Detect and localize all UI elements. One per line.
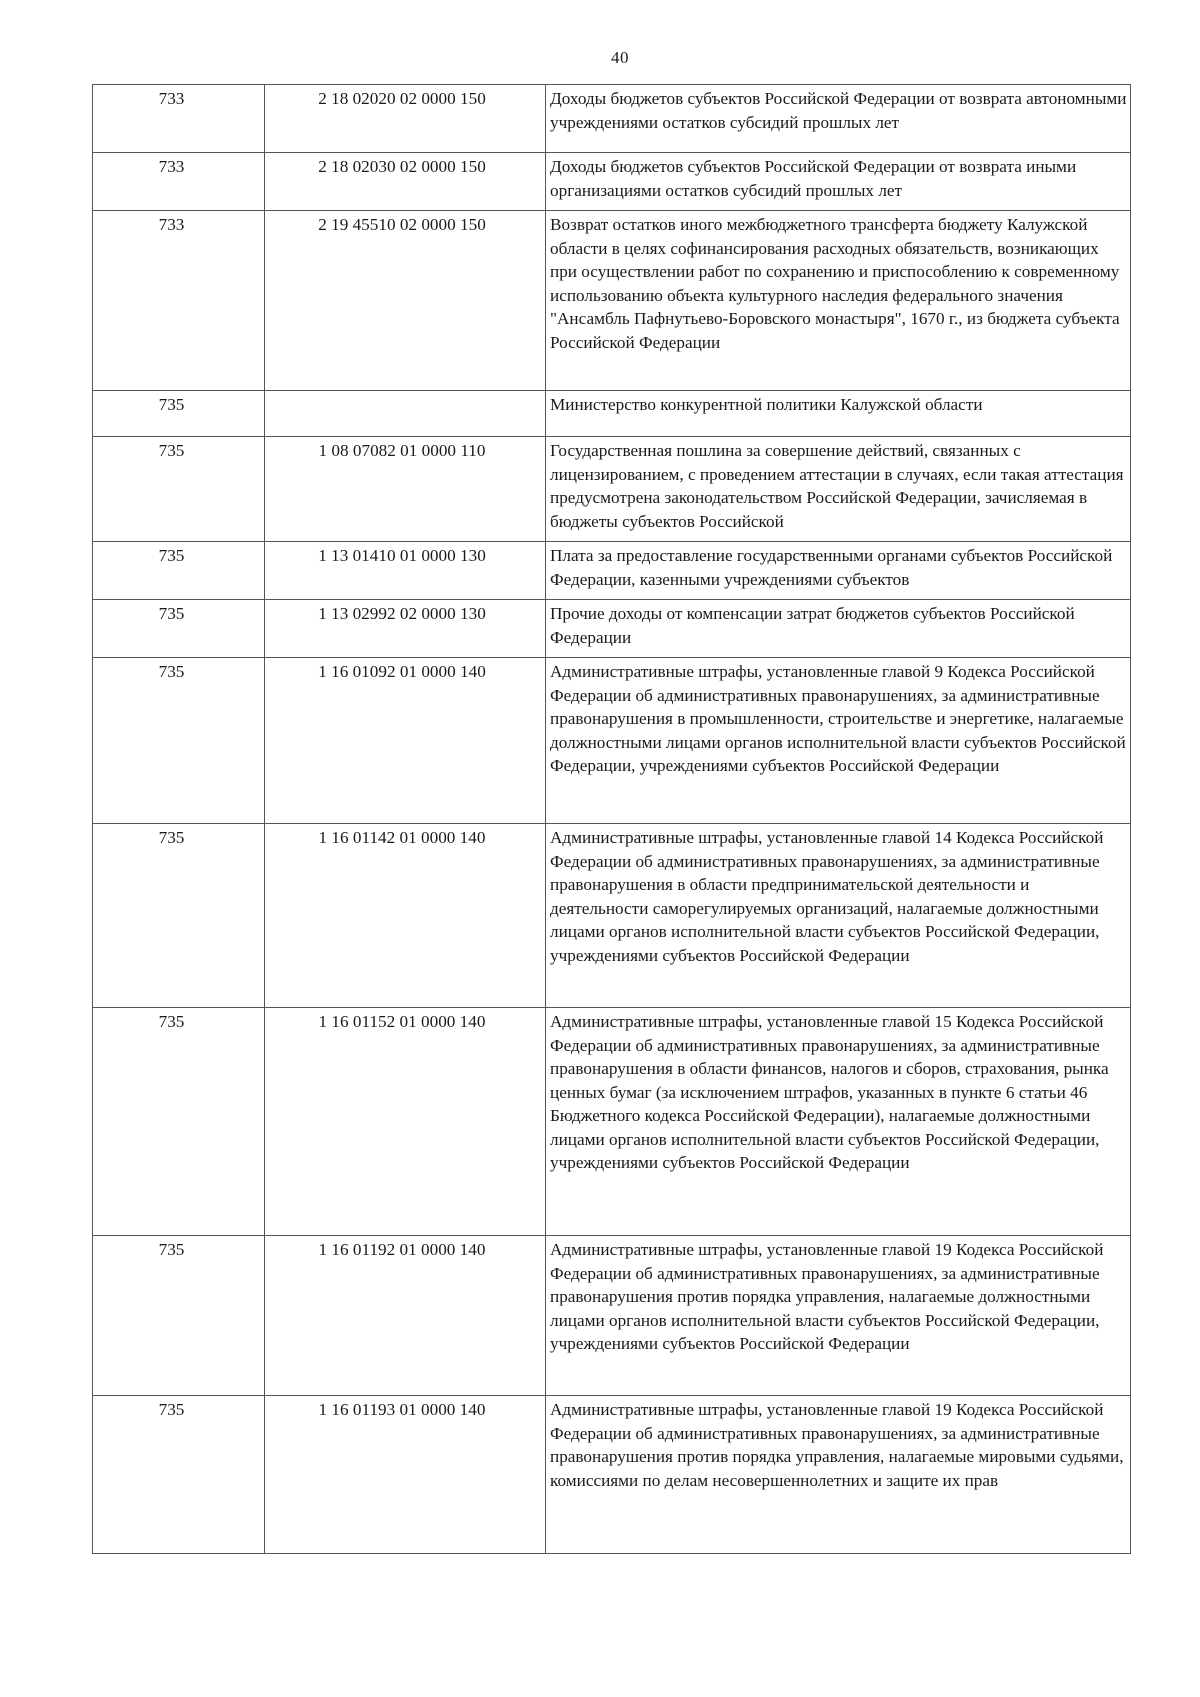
income-name-cell: Административные штрафы, установленные главой 19 Кодекса Российской Федерации об административных правонарушениях, за административные правонарушения против порядка управления, налагаемые мировыми судьями, комиссиями по делам несовершеннолетних и защите их прав: [546, 1396, 1131, 1554]
income-codes-table: [92, 84, 1131, 1554]
admin-code-cell: 735: [93, 600, 265, 658]
income-code-cell: 1 16 01152 01 0000 140: [265, 1008, 546, 1236]
income-name-cell: Возврат остатков иного межбюджетного трансферта бюджету Калужской области в целях софинансирования расходных обязательств, возникающих при осуществлении работ по сохранению и приспособлению к современному использованию объекта культурного наследия федерального значения "Ансамбль Пафнутьево-Боровского монастыря", 1670 г., из бюджета субъекта Российской Федерации: [546, 211, 1131, 391]
admin-code-cell: 733: [93, 153, 265, 211]
admin-code-cell: 735: [93, 1236, 265, 1396]
income-code-cell: 2 19 45510 02 0000 150: [265, 211, 546, 391]
admin-code-cell: 733: [93, 85, 265, 153]
admin-code-cell: 735: [93, 1396, 265, 1554]
income-name-cell: Административные штрафы, установленные главой 9 Кодекса Российской Федерации об административных правонарушениях, за административные правонарушения в промышленности, строительстве и энергетике, налагаемые должностными лицами органов исполнительной власти субъектов Российской Федерации, учреждениями субъектов Российской Федерации: [546, 658, 1131, 824]
income-code-cell: 2 18 02030 02 0000 150: [265, 153, 546, 211]
page-number: 40: [611, 48, 629, 67]
admin-code-cell: 735: [93, 658, 265, 824]
table-row: [93, 153, 1131, 211]
table-row: [93, 437, 1131, 542]
income-code-cell: 1 16 01193 01 0000 140: [265, 1396, 546, 1554]
income-code-cell: 1 08 07082 01 0000 110: [265, 437, 546, 542]
income-code-cell: 1 13 02992 02 0000 130: [265, 600, 546, 658]
table-row: [93, 824, 1131, 1008]
table-row: [93, 658, 1131, 824]
income-code-cell: 1 16 01092 01 0000 140: [265, 658, 546, 824]
income-code-cell: 1 16 01142 01 0000 140: [265, 824, 546, 1008]
admin-code-cell: 735: [93, 824, 265, 1008]
income-name-cell: Административные штрафы, установленные главой 14 Кодекса Российской Федерации об административных правонарушениях, за административные правонарушения в области предпринимательской деятельности и деятельности саморегулируемых организаций, налагаемые должностными лицами органов исполнительной власти субъектов Российской Федерации, учреждениями субъектов Российской Федерации: [546, 824, 1131, 1008]
income-code-cell: 1 16 01192 01 0000 140: [265, 1236, 546, 1396]
admin-code-cell: 735: [93, 1008, 265, 1236]
admin-code-cell: 735: [93, 391, 265, 437]
admin-code-cell: 733: [93, 211, 265, 391]
table-row: [93, 600, 1131, 658]
table-row: [93, 211, 1131, 391]
income-code-cell: [265, 391, 546, 437]
income-name-cell: Министерство конкурентной политики Калужской области: [546, 391, 1131, 437]
income-name-cell: Административные штрафы, установленные главой 19 Кодекса Российской Федерации об административных правонарушениях, за административные правонарушения против порядка управления, налагаемые должностными лицами органов исполнительной власти субъектов Российской Федерации, учреждениями субъектов Российской Федерации: [546, 1236, 1131, 1396]
income-name-cell: Прочие доходы от компенсации затрат бюджетов субъектов Российской Федерации: [546, 600, 1131, 658]
income-name-cell: Плата за предоставление государственными органами субъектов Российской Федерации, казенными учреждениями субъектов: [546, 542, 1131, 600]
admin-code-cell: 735: [93, 437, 265, 542]
table-row: [93, 542, 1131, 600]
income-code-cell: 2 18 02020 02 0000 150: [265, 85, 546, 153]
income-name-cell: Государственная пошлина за совершение действий, связанных с лицензированием, с проведением аттестации в случаях, если такая аттестация предусмотрена законодательством Российской Федерации, зачисляемая в бюджеты субъектов Российской: [546, 437, 1131, 542]
table-row: [93, 391, 1131, 437]
admin-code-cell: 735: [93, 542, 265, 600]
income-name-cell: Доходы бюджетов субъектов Российской Федерации от возврата автономными учреждениями остатков субсидий прошлых лет: [546, 85, 1131, 153]
table-row: [93, 1008, 1131, 1236]
income-code-cell: 1 13 01410 01 0000 130: [265, 542, 546, 600]
table-row: [93, 1396, 1131, 1554]
income-name-cell: Административные штрафы, установленные главой 15 Кодекса Российской Федерации об административных правонарушениях, за административные правонарушения в области финансов, налогов и сборов, страхования, рынка ценных бумаг (за исключением штрафов, указанных в пункте 6 статьи 46 Бюджетного кодекса Российской Федерации), налагаемые должностными лицами органов исполнительной власти субъектов Российской Федерации, учреждениями субъектов Российской Федерации: [546, 1008, 1131, 1236]
table-row: [93, 1236, 1131, 1396]
income-name-cell: Доходы бюджетов субъектов Российской Федерации от возврата иными организациями остатков субсидий прошлых лет: [546, 153, 1131, 211]
table-row: [93, 85, 1131, 153]
